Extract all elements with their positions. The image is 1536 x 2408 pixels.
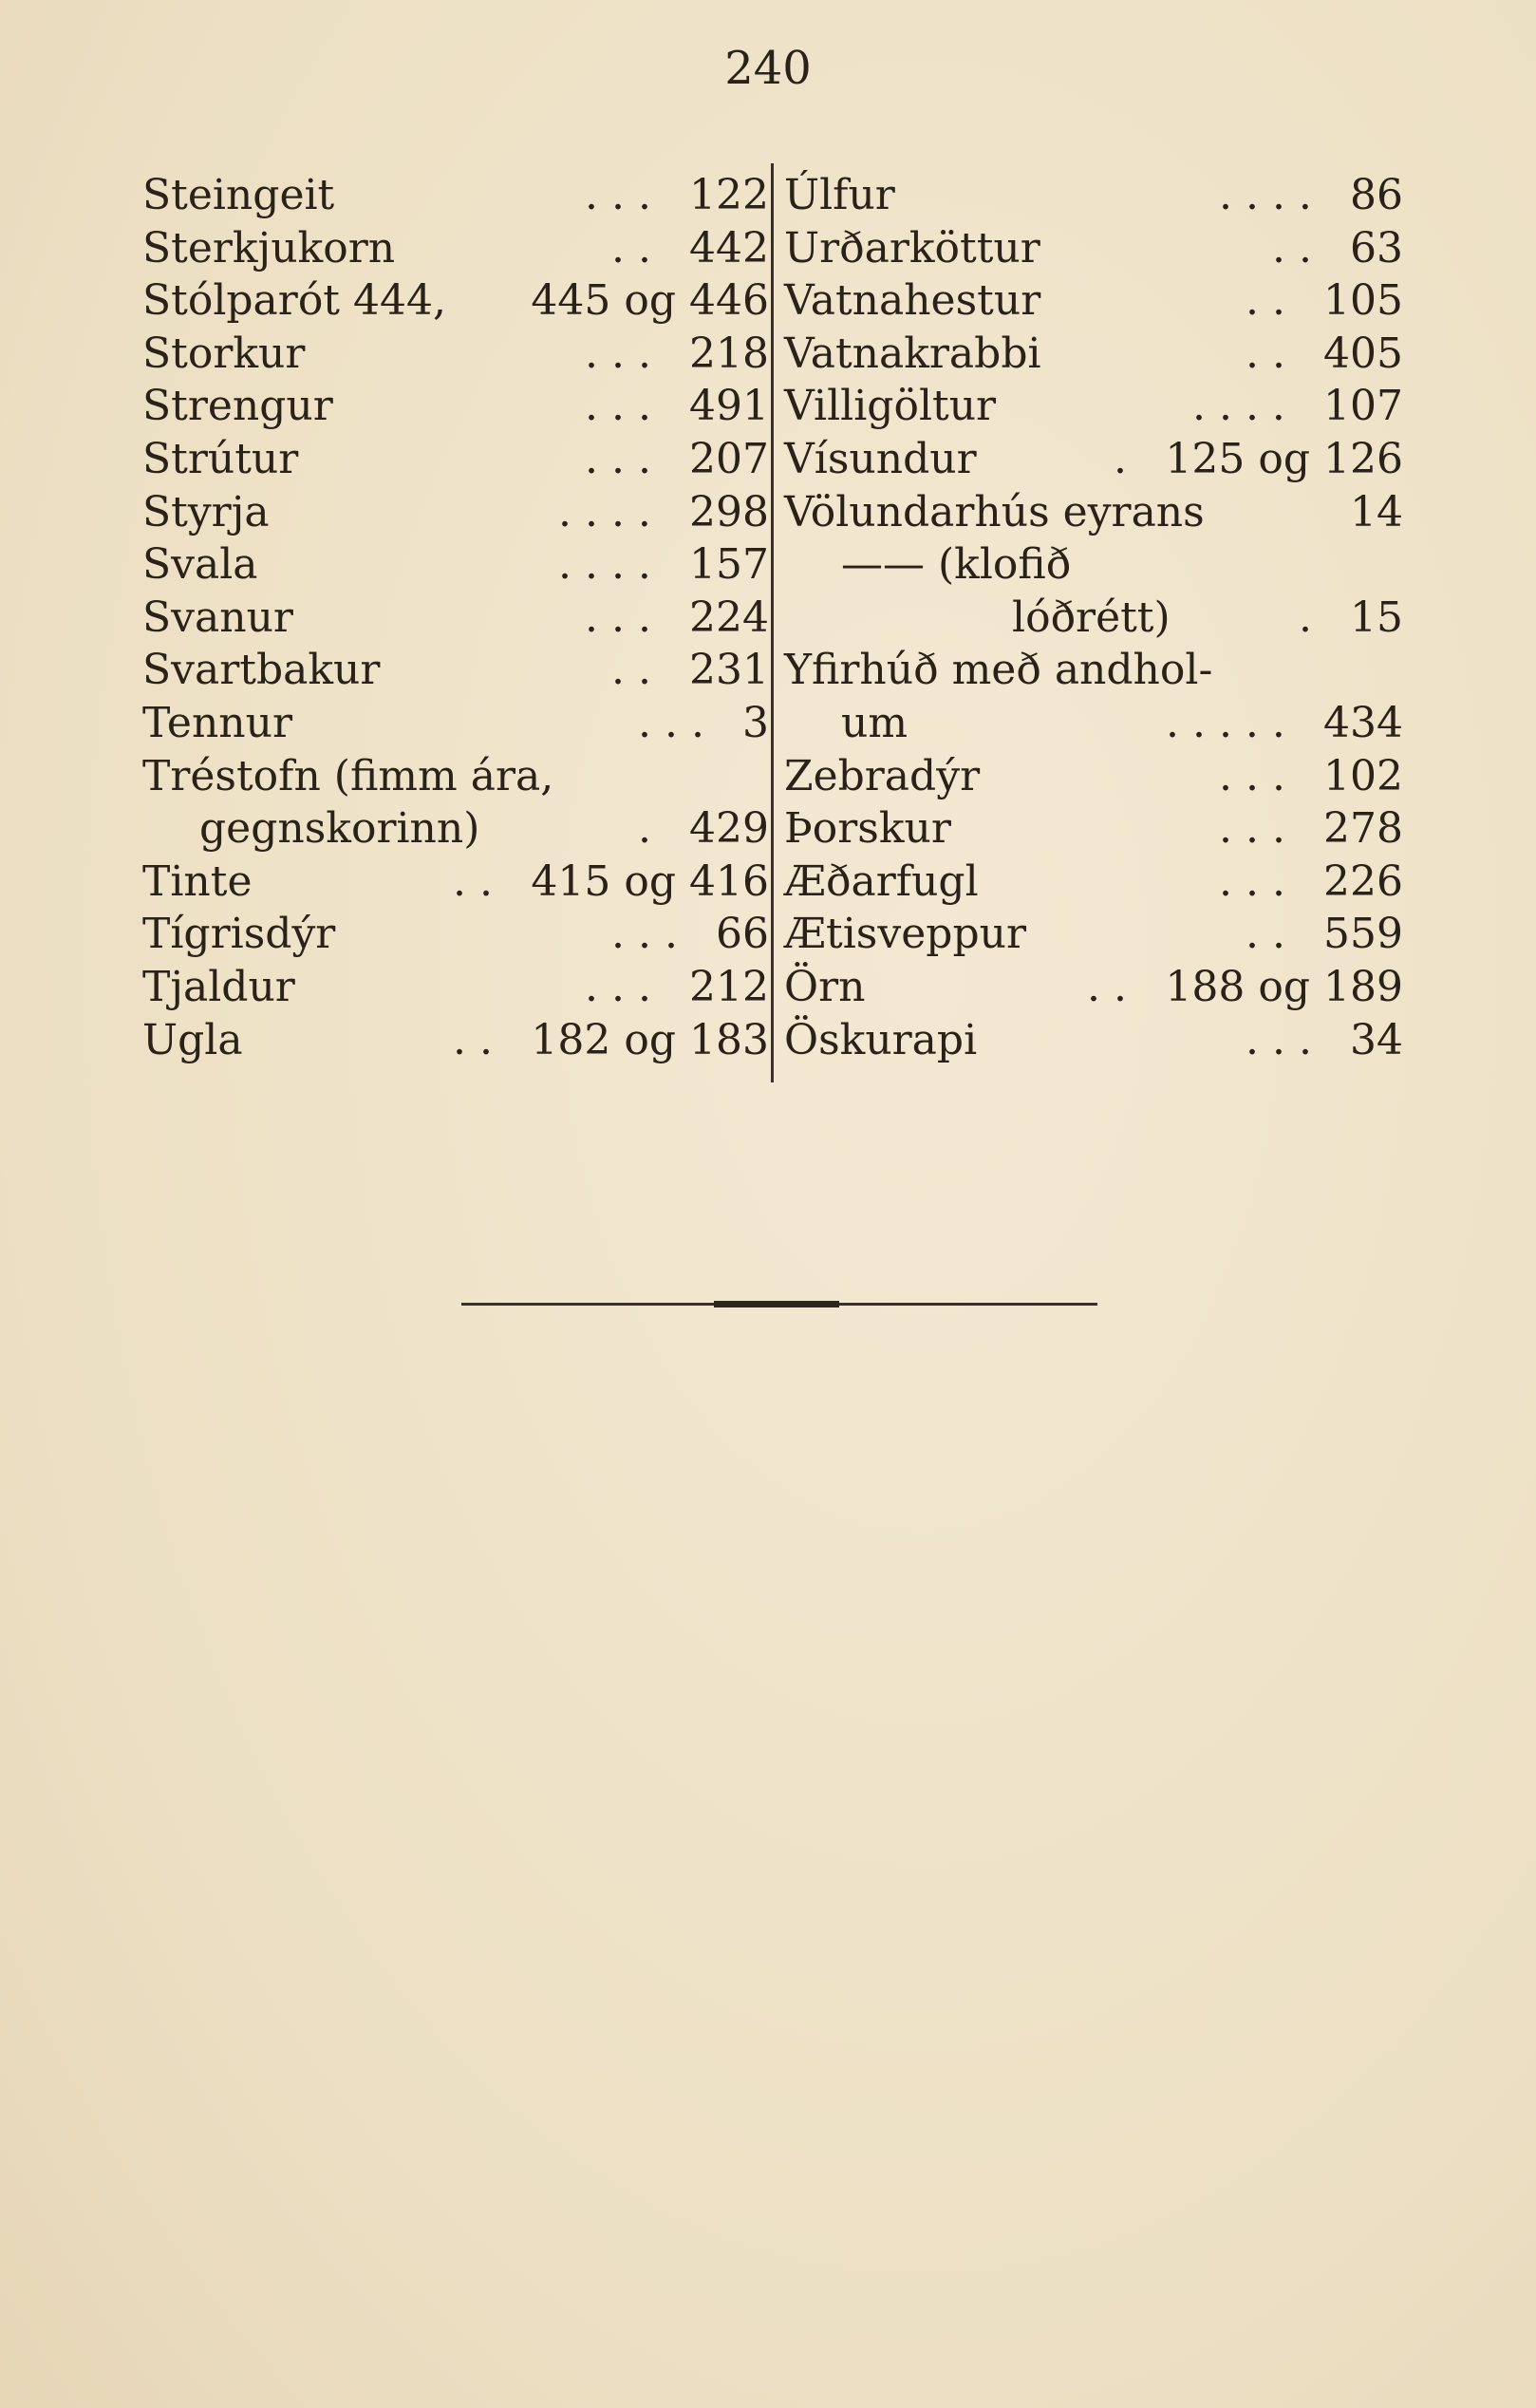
page-reference: 15 — [1350, 593, 1403, 642]
index-term: Sterkjukorn — [142, 223, 396, 273]
page-reference: 226 — [1323, 856, 1403, 906]
page-reference: 298 — [689, 487, 769, 536]
index-term: Svanur — [142, 593, 293, 642]
index-column-left — [142, 169, 769, 1066]
index-entry — [142, 274, 769, 328]
leader-dots: . . . — [1219, 751, 1285, 800]
leader-dots: . . . . — [1219, 171, 1312, 219]
page-reference: 278 — [1323, 804, 1403, 854]
page-reference: 212 — [689, 962, 769, 1011]
index-term: Vatnahestur — [784, 276, 1041, 326]
index-entry — [142, 961, 769, 1014]
leader-dots: . . — [1246, 276, 1285, 326]
index-term: Svartbakur — [142, 646, 381, 695]
leader-dots: . . — [1087, 962, 1127, 1011]
page-reference: 122 — [689, 171, 769, 219]
leader-dots: . . . — [638, 698, 704, 747]
index-term: Stólparót 444, — [142, 276, 446, 326]
index-term: Strútur — [142, 434, 299, 483]
leader-dots: . . — [453, 856, 493, 906]
index-entry — [784, 961, 1403, 1014]
page-reference: 66 — [716, 910, 769, 959]
index-entry — [784, 380, 1403, 433]
index-term: Villigöltur — [784, 382, 997, 431]
column-divider — [771, 163, 774, 1082]
leader-dots: . — [638, 804, 651, 854]
page-reference: 224 — [689, 593, 769, 642]
index-entry — [784, 222, 1403, 275]
index-term: Öskurapi — [784, 1015, 978, 1064]
leader-dots: . . . — [611, 910, 678, 959]
leader-dots: . . . . — [1192, 382, 1285, 431]
leader-dots: . — [1299, 593, 1312, 642]
index-entry — [142, 222, 769, 275]
leader-dots: . . . — [1219, 856, 1285, 906]
leader-dots: . . . — [585, 434, 651, 483]
index-entry — [784, 169, 1403, 222]
page-reference: 3 — [742, 698, 769, 747]
leader-dots: . . . . — [558, 487, 651, 536]
index-term: Tréstofn (fimm ára, — [142, 751, 554, 800]
index-term: Yfirhúð með andhol- — [784, 646, 1213, 695]
index-entry — [142, 328, 769, 381]
index-term: Vísundur — [784, 434, 977, 483]
index-term: Tjaldur — [142, 962, 295, 1011]
index-entry — [784, 538, 1403, 592]
index-entry — [784, 908, 1403, 961]
index-entry — [142, 697, 769, 750]
index-entry — [784, 274, 1403, 328]
index-term: Þorskur — [784, 804, 951, 854]
index-entry — [142, 856, 769, 909]
page-reference: 63 — [1350, 223, 1403, 273]
index-entry — [784, 750, 1403, 803]
leader-dots: . . . — [1219, 804, 1285, 854]
page-reference: 405 — [1323, 329, 1403, 378]
index-entry — [784, 1014, 1403, 1067]
leader-dots: . . . — [585, 593, 651, 642]
leader-dots: . . . — [1246, 1015, 1312, 1064]
index-column-right — [784, 169, 1403, 1066]
index-entry — [784, 433, 1403, 486]
index-term: Tígrisdýr — [142, 910, 336, 959]
index-term: Urðarköttur — [784, 223, 1040, 273]
page-reference: 188 og 189 — [1165, 962, 1403, 1011]
index-term: —— (klofið — [841, 540, 1072, 590]
index-term: Ætisveppur — [784, 910, 1026, 959]
index-entry — [142, 592, 769, 645]
page-reference: 182 og 183 — [531, 1015, 769, 1064]
leader-dots: . . . — [585, 962, 651, 1011]
index-entry — [142, 1014, 769, 1067]
leader-dots: . . — [1272, 223, 1312, 273]
index-term: Steingeit — [142, 171, 335, 219]
leader-dots: . — [1114, 434, 1127, 483]
page-reference: 105 — [1323, 276, 1403, 326]
end-rule-ornament — [714, 1301, 839, 1307]
index-entry — [142, 433, 769, 486]
index-entry — [784, 644, 1403, 697]
page-reference: 218 — [689, 329, 769, 378]
index-term: Úlfur — [784, 171, 895, 219]
index-term: Völundarhús eyrans — [784, 487, 1205, 536]
index-entry — [142, 486, 769, 539]
page-reference: 86 — [1350, 171, 1403, 219]
index-term: Storkur — [142, 329, 306, 378]
page-reference: 207 — [689, 434, 769, 483]
index-term: lóðrétt) — [1012, 593, 1171, 642]
index-term: Tennur — [142, 698, 293, 747]
index-term: Strengur — [142, 382, 333, 431]
index-term: Æðarfugl — [784, 856, 979, 906]
leader-dots: . . — [611, 223, 651, 273]
leader-dots: . . . . — [558, 540, 651, 590]
page-reference: 442 — [689, 223, 769, 273]
index-term: Örn — [784, 962, 866, 1011]
index-term: gegnskorinn) — [199, 804, 480, 854]
index-entry — [784, 328, 1403, 381]
page-reference: 125 og 126 — [1165, 434, 1403, 483]
index-entry — [784, 697, 1403, 750]
leader-dots: . . — [1246, 910, 1285, 959]
page-reference: 102 — [1323, 751, 1403, 800]
index-entry — [142, 644, 769, 697]
leader-dots: . . — [611, 646, 651, 695]
page-reference: 34 — [1350, 1015, 1403, 1064]
page-reference: 445 og 446 — [531, 276, 769, 326]
page-reference: 434 — [1323, 698, 1403, 747]
index-term: Tinte — [142, 856, 253, 906]
index-entry — [142, 538, 769, 592]
index-term: Vatnakrabbi — [784, 329, 1041, 378]
page-reference: 14 — [1350, 487, 1403, 536]
leader-dots: . . . . . — [1166, 698, 1285, 747]
index-term: Zebradýr — [784, 751, 981, 800]
index-entry — [142, 380, 769, 433]
index-entry — [784, 486, 1403, 539]
leader-dots: . . . — [585, 171, 651, 219]
index-term: um — [841, 698, 908, 747]
index-term: Svala — [142, 540, 258, 590]
index-entry — [142, 750, 769, 803]
leader-dots: . . — [1246, 329, 1285, 378]
page-reference: 491 — [689, 382, 769, 431]
page-reference: 429 — [689, 804, 769, 854]
leader-dots: . . — [453, 1015, 493, 1064]
leader-dots: . . . — [585, 329, 651, 378]
page-reference: 415 og 416 — [531, 856, 769, 906]
index-entry — [142, 908, 769, 961]
page-reference: 157 — [689, 540, 769, 590]
index-entry — [142, 802, 769, 856]
index-entry — [784, 856, 1403, 909]
page-reference: 559 — [1323, 910, 1403, 959]
index-entry — [784, 802, 1403, 856]
index-term: Ugla — [142, 1015, 243, 1064]
index-term: Styrja — [142, 487, 270, 536]
page-reference: 107 — [1323, 382, 1403, 431]
leader-dots: . . . — [585, 382, 651, 431]
index-entry — [142, 169, 769, 222]
page-number: 240 — [724, 42, 812, 95]
page-reference: 231 — [689, 646, 769, 695]
index-entry — [784, 592, 1403, 645]
